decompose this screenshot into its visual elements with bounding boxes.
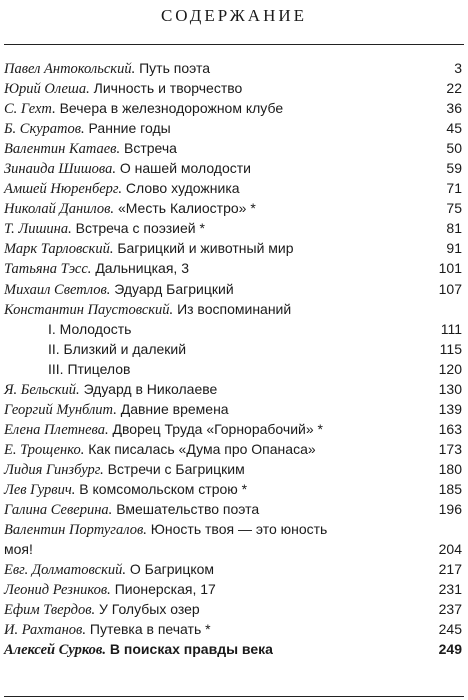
entry-author: Т. Лишина. xyxy=(4,221,72,238)
entry-title: Встреча xyxy=(123,140,177,157)
entry-title: О нашей молодости xyxy=(119,160,251,177)
entry-author: Б. Скуратов. xyxy=(4,121,85,138)
entry-page-number: 91 xyxy=(446,240,462,257)
entry-text xyxy=(4,499,259,520)
entry-title: Эдуард Багрицкий xyxy=(114,280,234,297)
toc-entry xyxy=(4,419,462,439)
entry-title: Ранние годы xyxy=(88,120,171,137)
entry-author: Татьяна Тэсс. xyxy=(4,261,92,278)
toc-entry xyxy=(4,499,462,519)
toc-entry xyxy=(4,339,462,359)
entry-page-number: 81 xyxy=(446,220,462,237)
entry-title: В комсомольском строю * xyxy=(79,480,248,497)
entry-text xyxy=(48,339,186,360)
entry-author: Елена Плетнева. xyxy=(4,421,109,438)
entry-page-number: 139 xyxy=(438,400,462,417)
entry-author: Георгий Мунблит. xyxy=(4,401,117,418)
toc-entry xyxy=(4,359,462,379)
entry-title: Встреча с поэзией * xyxy=(75,220,205,237)
entry-author: Евг. Долматовский. xyxy=(4,562,126,579)
entry-text xyxy=(4,138,177,159)
toc-entry xyxy=(4,539,462,559)
entry-author: Николай Данилов. xyxy=(4,201,115,218)
entry-page-number: 245 xyxy=(438,621,462,638)
page-title: СОДЕРЖАНИЕ xyxy=(160,6,308,25)
entry-text xyxy=(4,639,273,660)
bottom-rule xyxy=(4,696,464,697)
toc-entry xyxy=(4,619,462,639)
entry-title: Дальницкая, 3 xyxy=(95,260,189,277)
entry-title: Вмешательство поэта xyxy=(116,501,260,518)
entry-text xyxy=(4,379,217,400)
entry-title: О Багрицком xyxy=(129,561,215,578)
entry-title: Путь поэта xyxy=(139,60,210,76)
toc-entry xyxy=(4,58,462,78)
entry-text xyxy=(4,559,214,580)
entry-page-number: 111 xyxy=(440,320,462,337)
entry-page-number: 204 xyxy=(438,541,462,558)
entry-title: Из воспоминаний xyxy=(177,300,292,317)
entry-title: III. Птицелов xyxy=(48,360,131,377)
entry-text xyxy=(4,599,200,620)
entry-text xyxy=(4,479,247,500)
entry-title: Дворец Труда «Горнорабочий» * xyxy=(112,420,323,437)
entry-page-number: 101 xyxy=(438,260,462,277)
entry-author: Е. Трощенко. xyxy=(4,441,85,458)
entry-title: В поисках правды века xyxy=(109,641,273,658)
toc-entry xyxy=(4,78,462,98)
entry-page-number: 237 xyxy=(438,601,462,618)
toc-entry xyxy=(4,579,462,599)
entry-title: Багрицкий и животный мир xyxy=(117,240,294,257)
entry-text xyxy=(4,539,33,560)
toc-entry xyxy=(4,138,462,158)
entry-author: Юрий Олеша. xyxy=(4,81,90,98)
entry-text xyxy=(4,58,210,79)
entry-text xyxy=(4,178,240,199)
entry-title: Как писалась «Дума про Опанаса» xyxy=(88,440,316,457)
entry-page-number: 249 xyxy=(438,641,462,658)
toc-entry xyxy=(4,399,462,419)
toc-entry xyxy=(4,238,462,258)
entry-title: Путевка в печать * xyxy=(89,621,211,638)
entry-title: Вечера в железнодорожном клубе xyxy=(59,100,284,117)
entry-author: Лидия Гинзбург. xyxy=(4,461,104,478)
entry-title: У Голубых озер xyxy=(99,601,200,618)
entry-author: Я. Бельский. xyxy=(4,381,80,398)
entry-text xyxy=(4,258,189,279)
entry-text xyxy=(4,118,171,139)
entry-text xyxy=(4,579,216,600)
toc-entry xyxy=(4,258,462,278)
toc-entry xyxy=(4,299,462,319)
entry-text xyxy=(4,519,327,540)
toc-entry xyxy=(4,198,462,218)
entry-author: Зинаида Шишова. xyxy=(4,161,116,178)
entry-text xyxy=(4,238,294,259)
entry-text xyxy=(4,419,323,440)
entry-page-number: 185 xyxy=(438,480,462,497)
toc-list xyxy=(4,58,462,659)
entry-title: моя! xyxy=(4,541,33,558)
entry-page-number: 50 xyxy=(446,140,462,157)
entry-page-number: 130 xyxy=(438,380,462,397)
entry-page-number: 3 xyxy=(454,60,462,76)
entry-page-number: 59 xyxy=(446,160,462,177)
top-rule xyxy=(4,44,464,45)
entry-page-number: 173 xyxy=(438,440,462,457)
toc-entry xyxy=(4,118,462,138)
entry-author: И. Рахтанов. xyxy=(4,622,86,639)
entry-title: «Месть Калиостро» * xyxy=(117,200,256,217)
entry-author: Валентин Катаев. xyxy=(4,141,121,158)
entry-page-number: 45 xyxy=(446,120,462,137)
entry-text xyxy=(4,279,234,300)
entry-page-number: 22 xyxy=(446,80,462,97)
entry-title: Юность твоя — это юность xyxy=(150,521,328,538)
toc-entry xyxy=(4,479,462,499)
entry-author: Михаил Светлов. xyxy=(4,281,111,298)
toc-entry xyxy=(4,559,462,579)
entry-title: Слово художника xyxy=(125,180,240,197)
entry-text xyxy=(48,359,130,380)
entry-page-number: 107 xyxy=(438,280,462,297)
entry-title: Давние времена xyxy=(120,400,229,417)
toc-entry xyxy=(4,98,462,118)
entry-author: Валентин Португалов. xyxy=(4,522,147,539)
entry-page-number: 196 xyxy=(438,501,462,518)
toc-entry xyxy=(4,599,462,619)
entry-author: Леонид Резников. xyxy=(4,582,111,599)
toc-entry xyxy=(4,178,462,198)
entry-page-number: 71 xyxy=(446,180,462,197)
entry-text xyxy=(4,158,251,179)
entry-page-number: 75 xyxy=(446,200,462,217)
entry-author: Ефим Твердов. xyxy=(4,602,96,619)
entry-author: Марк Тарловский. xyxy=(4,241,114,258)
toc-entry xyxy=(4,639,462,659)
entry-author: Алексей Сурков. xyxy=(4,642,107,659)
toc-entry xyxy=(4,218,462,238)
entry-text xyxy=(4,619,211,640)
entry-text xyxy=(4,399,229,420)
toc-entry xyxy=(4,439,462,459)
toc-entry xyxy=(4,379,462,399)
entry-author: Павел Антокольский. xyxy=(4,61,136,77)
entry-text xyxy=(48,319,131,340)
entry-text xyxy=(4,98,283,119)
entry-title: Личность и творчество xyxy=(93,80,243,97)
toc-entry xyxy=(4,279,462,299)
entry-title: Эдуард в Николаеве xyxy=(83,380,218,397)
entry-text xyxy=(4,459,245,480)
entry-page-number: 36 xyxy=(446,100,462,117)
toc-entry xyxy=(4,519,462,539)
entry-page-number: 180 xyxy=(438,460,462,477)
toc-entry xyxy=(4,158,462,178)
entry-author: С. Гехт. xyxy=(4,101,56,118)
entry-author: Константин Паустовский. xyxy=(4,301,174,318)
entry-text xyxy=(4,218,205,239)
entry-author: Галина Северина. xyxy=(4,502,113,519)
entry-page-number: 217 xyxy=(438,561,462,578)
entry-text xyxy=(4,299,291,320)
entry-title: II. Близкий и далекий xyxy=(48,340,187,357)
entry-text xyxy=(4,198,256,219)
entry-page-number: 120 xyxy=(438,360,462,377)
entry-title: I. Молодость xyxy=(48,320,132,337)
entry-page-number: 231 xyxy=(438,581,462,598)
entry-author: Лев Гурвич. xyxy=(4,481,76,498)
entry-title: Встречи с Багрицким xyxy=(107,460,245,477)
entry-page-number: 115 xyxy=(439,340,462,357)
toc-entry xyxy=(4,459,462,479)
entry-text xyxy=(4,78,242,99)
entry-page-number: 163 xyxy=(438,420,462,437)
entry-text xyxy=(4,439,316,460)
entry-author: Амшей Нюренберг. xyxy=(4,181,123,198)
entry-title: Пионерская, 17 xyxy=(114,581,216,598)
toc-entry xyxy=(4,319,462,339)
